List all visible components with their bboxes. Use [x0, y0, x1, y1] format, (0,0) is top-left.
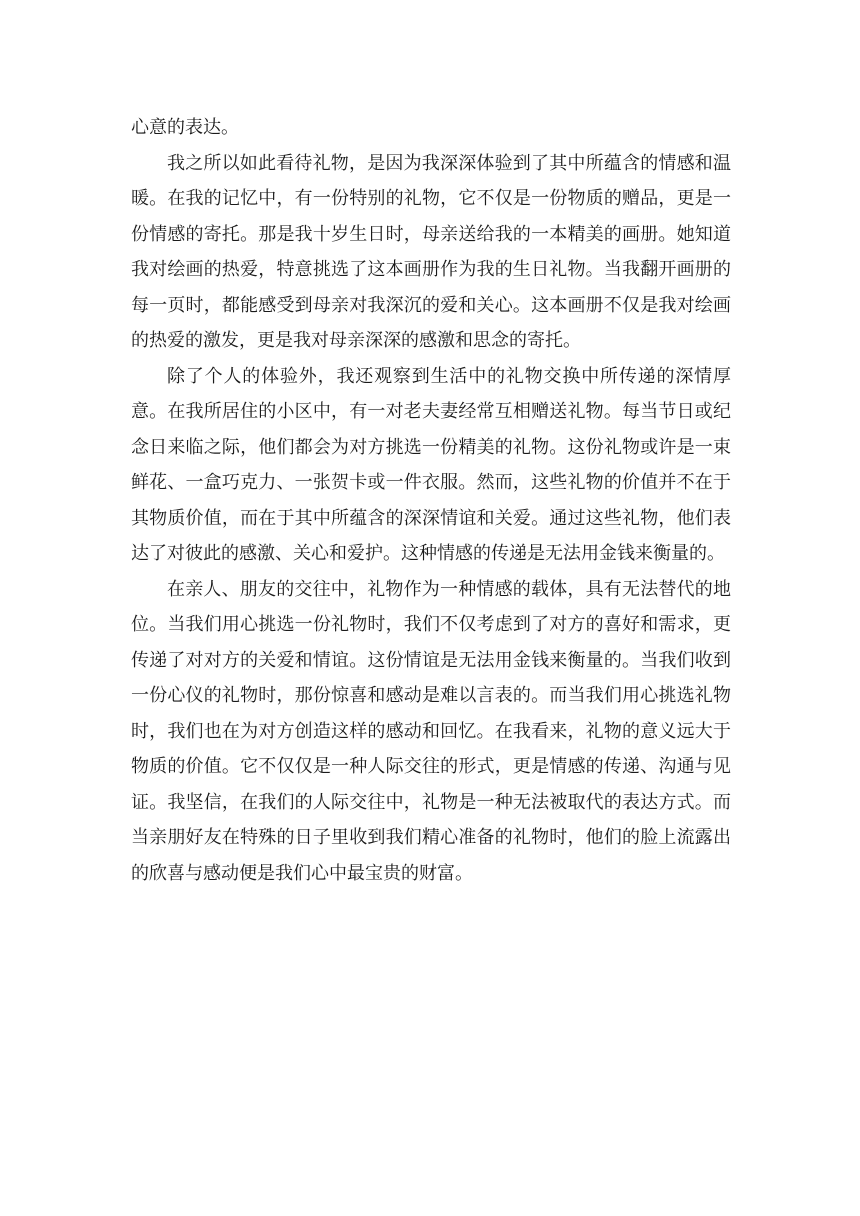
paragraph: 在亲人、朋友的交往中，礼物作为一种情感的载体，具有无法替代的地位。当我们用心挑选一份礼物时，我们不仅考虑到了对方的喜好和需求，更传递了对对方的关爱和情谊。这份情谊是无法用金钱来衡量的。当我们收到一份心仪的礼物时，那份惊喜和感动是难以言表的。而当我们用心挑选礼物时，我们也在为对方创造这样的感动和回忆。在我看来，礼物的意义远大于物质的价值。它不仅仅是一种人际交往的形式，更是情感的传递、沟通与见证。我坚信，在我们的人际交往中，礼物是一种无法被取代的表达方式。而当亲朋好友在特殊的日子里收到我们精心准备的礼物时，他们的脸上流露出的欣喜与感动便是我们心中最宝贵的财富。: [131, 578, 731, 884]
paragraph: 我之所以如此看待礼物，是因为我深深体验到了其中所蕴含的情感和温暖。在我的记忆中，有一份特别的礼物，它不仅是一份物质的赠品，更是一份情感的寄托。那是我十岁生日时，母亲送给我的一本精美的画册。她知道我对绘画的热爱，特意挑选了这本画册作为我的生日礼物。当我翻开画册的每一页时，都能感受到母亲对我深沉的爱和关心。这本画册不仅是我对绘画的热爱的激发，更是我对母亲深深的感激和思念的寄托。: [131, 152, 731, 351]
paragraph-continued: 心意的表达。: [131, 117, 239, 138]
body-text: [131, 110, 731, 891]
paragraph: 除了个人的体验外，我还观察到生活中的礼物交换中所传递的深情厚意。在我所居住的小区中，有一对老夫妻经常互相赠送礼物。每当节日或纪念日来临之际，他们都会为对方挑选一份精美的礼物。这份礼物或许是一束鲜花、一盒巧克力、一张贺卡或一件衣服。然而，这些礼物的价值并不在于其物质价值，而在于其中所蕴含的深深情谊和关爱。通过这些礼物，他们表达了对彼此的感激、关心和爱护。这种情感的传递是无法用金钱来衡量的。: [131, 365, 731, 564]
